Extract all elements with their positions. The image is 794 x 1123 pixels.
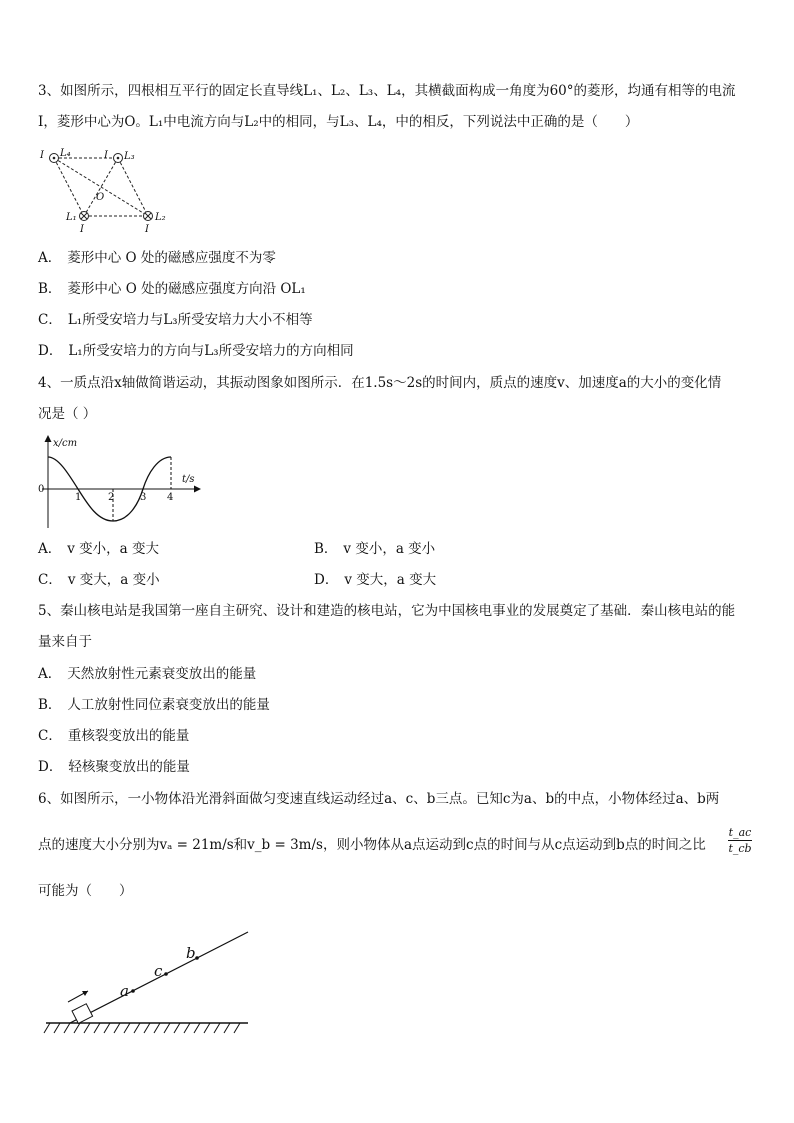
q5-option-c: C． 重核裂变放出的能量 — [38, 728, 190, 744]
q4-option-c: C． v 变大，a 变小 — [38, 572, 160, 588]
tick-4: 4 — [167, 492, 174, 503]
tick-1: 1 — [75, 492, 82, 503]
incline-figure — [40, 920, 255, 1040]
q5-option-d: D． 轻核聚变放出的能量 — [38, 759, 190, 775]
q5-option-a: A． 天然放射性元素衰变放出的能量 — [38, 666, 257, 682]
q3-option-d: D． L₁所受安培力的方向与L₃所受安培力的方向相同 — [38, 343, 354, 359]
fraction-numerator: t_ac — [728, 826, 752, 839]
label-o: O — [96, 192, 105, 203]
ground-hatch — [44, 1023, 240, 1033]
q3-option-c: C． L₁所受安培力与L₃所受安培力大小不相等 — [38, 312, 313, 328]
tick-3: 3 — [140, 492, 147, 503]
fraction-denominator: t_cb — [728, 842, 752, 855]
q5-option-b: B． 人工放射性同位素衰变放出的能量 — [38, 697, 270, 713]
q4-option-d: D． v 变大，a 变大 — [314, 572, 437, 588]
q6-line-1: 6、如图所示，一小物体沿光滑斜面做匀变速直线运动经过a、c、b三点。已知c为a、b的中点，小物体经过a、b两 — [38, 791, 720, 807]
wire-l1-cross-icon — [80, 212, 89, 221]
motion-arrow-icon — [68, 991, 88, 1002]
q3-option-a: A． 菱形中心 O 处的磁感应强度不为零 — [38, 250, 276, 266]
time-ratio-fraction — [728, 826, 752, 855]
q5-line-1: 5、秦山核电站是我国第一座自主研究、设计和建造的核电站，它为中国核电事业的发展奠定了基础．秦山核电站的能 — [38, 603, 736, 619]
q3-line-1: 3、如图所示，四根相互平行的固定长直导线L₁、L₂、L₃、L₄，其横截面构成一角度为60°的菱形，均通有相等的电流 — [38, 83, 736, 99]
q5-line-2: 量来自于 — [38, 634, 92, 650]
oscillation-graph — [36, 432, 206, 532]
q4-option-a: A． v 变小，a 变大 — [38, 541, 160, 557]
point-a — [131, 989, 135, 993]
wire-l3-dot-icon — [114, 154, 123, 163]
q3-option-b: B． 菱形中心 O 处的磁感应强度方向沿 OL₁ — [38, 281, 306, 297]
label-i-l4: I — [40, 150, 44, 161]
point-c — [164, 972, 168, 976]
label-b: b — [186, 944, 196, 962]
label-l3: L₃ — [124, 151, 135, 162]
tick-2: 2 — [108, 492, 115, 503]
x-axis-label: t/s — [182, 474, 195, 485]
q6-line-2: 点的速度大小分别为vₐ = 21m/s和v_b = 3m/s，则小物体从a点运动到c点的时间与从c点运动到b点的时间之比 — [38, 837, 706, 853]
wire-l4-dot-icon — [50, 154, 59, 163]
label-c: c — [154, 962, 163, 980]
origin-label: 0 — [38, 484, 45, 495]
q4-option-b: B． v 变小，a 变小 — [314, 541, 436, 557]
label-l2: L₂ — [155, 212, 166, 223]
label-i-l3: I — [104, 150, 108, 161]
q4-line-2: 况是（ ） — [38, 406, 97, 422]
q4-line-1: 4、一质点沿x轴做简谐运动，其振动图象如图所示．在1.5s～2s的时间内，质点的速度v、加速度a的大小的变化情 — [38, 375, 722, 391]
q6-line-3: 可能为（ ） — [38, 883, 133, 899]
q3-line-2: I，菱形中心为O。L₁中电流方向与L₂中的相同，与L₃、L₄，中的相反，下列说法中正确的是（ ） — [38, 114, 639, 130]
label-i-l1: I — [80, 224, 84, 235]
point-b — [195, 956, 199, 960]
label-i-l2: I — [145, 224, 149, 235]
label-l4: L₄ — [60, 148, 71, 159]
wire-l2-cross-icon — [144, 212, 153, 221]
y-axis-label: x/cm — [53, 438, 78, 449]
label-a: a — [120, 982, 129, 1000]
label-l1: L₁ — [66, 212, 77, 223]
rhombus-figure — [38, 144, 178, 236]
